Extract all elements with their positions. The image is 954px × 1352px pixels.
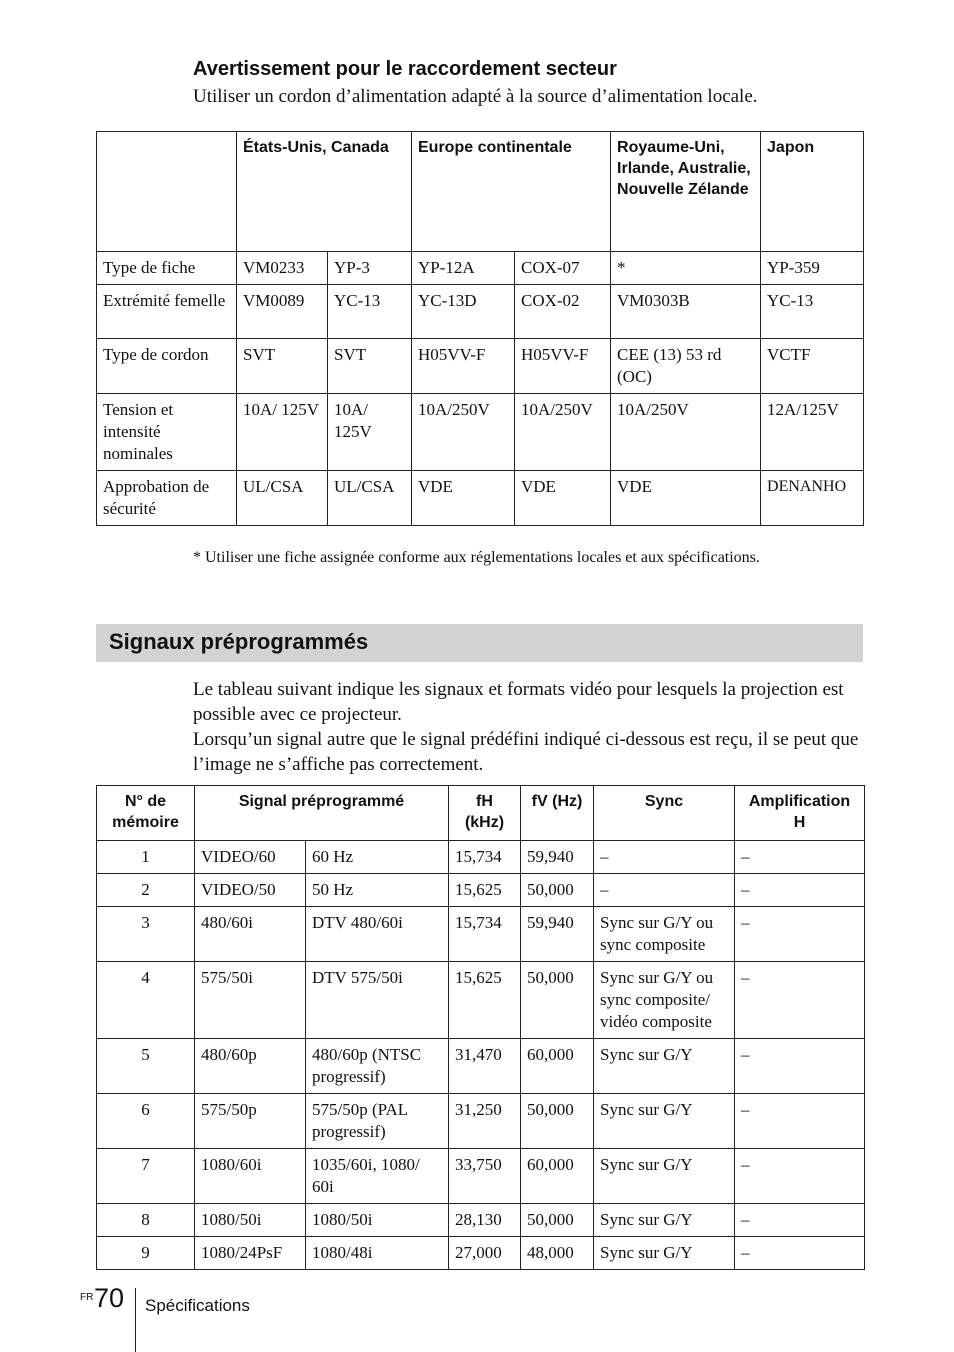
table-cell: Sync sur G/Y xyxy=(594,1237,735,1270)
table-cell: VM0233 xyxy=(237,252,328,285)
table-cell: Sync sur G/Y ou sync composite/ vidéo composite xyxy=(594,962,735,1039)
power-cord-table xyxy=(96,131,864,526)
table-cell: 27,000 xyxy=(449,1237,521,1270)
table-cell: VCTF xyxy=(761,339,864,394)
table-header-cell: Europe continentale xyxy=(412,132,611,252)
table-cell: Type de fiche xyxy=(97,252,237,285)
table-cell: – xyxy=(735,1237,865,1270)
table-header-row xyxy=(97,786,865,841)
footer-section-name: Spécifications xyxy=(145,1296,250,1315)
table-cell: 50 Hz xyxy=(306,874,449,907)
table-cell: H05VV-F xyxy=(412,339,515,394)
table-cell: 3 xyxy=(97,907,195,962)
table-cell: 9 xyxy=(97,1237,195,1270)
table-header-cell: fV (Hz) xyxy=(521,786,594,841)
table-cell: H05VV-F xyxy=(515,339,611,394)
table-cell: YC-13 xyxy=(761,285,864,339)
table-cell: Sync sur G/Y ou sync composite xyxy=(594,907,735,962)
table-cell: Sync sur G/Y xyxy=(594,1094,735,1149)
table-cell: 10A/ 125V xyxy=(237,394,328,471)
table-cell: 2 xyxy=(97,874,195,907)
table-header-cell: États-Unis, Canada xyxy=(237,132,412,252)
table-cell: – xyxy=(735,907,865,962)
table-cell: VM0089 xyxy=(237,285,328,339)
table-cell: VDE xyxy=(412,471,515,526)
table-cell: YC-13 xyxy=(328,285,412,339)
table-cell: YC-13D xyxy=(412,285,515,339)
table-cell: 60,000 xyxy=(521,1039,594,1094)
table-header-cell: Japon xyxy=(761,132,864,252)
table-cell: 10A/ 125V xyxy=(328,394,412,471)
table-cell: 50,000 xyxy=(521,874,594,907)
table-cell: 1080/24PsF xyxy=(195,1237,306,1270)
table-cell: 15,625 xyxy=(449,874,521,907)
table-row xyxy=(97,1204,865,1237)
table-cell: Sync sur G/Y xyxy=(594,1204,735,1237)
table-header-cell: fH (kHz) xyxy=(449,786,521,841)
table-cell: 1080/50i xyxy=(306,1204,449,1237)
table-cell: 1080/60i xyxy=(195,1149,306,1204)
table-cell: 60,000 xyxy=(521,1149,594,1204)
table-cell: 1080/50i xyxy=(195,1204,306,1237)
table-cell: 1035/60i, 1080/ 60i xyxy=(306,1149,449,1204)
table-row xyxy=(97,394,864,471)
table-cell: 575/50i xyxy=(195,962,306,1039)
table-cell: YP-3 xyxy=(328,252,412,285)
table-cell: COX-07 xyxy=(515,252,611,285)
table-cell: Sync sur G/Y xyxy=(594,1149,735,1204)
section-description xyxy=(193,677,863,777)
table-row xyxy=(97,1039,865,1094)
footnote: * Utiliser une fiche assignée conforme aux réglementations locales et aux spécifications. xyxy=(193,549,760,566)
table-row xyxy=(97,1237,865,1270)
table-cell: 50,000 xyxy=(521,962,594,1039)
table-cell: 575/50p (PAL progressif) xyxy=(306,1094,449,1149)
table-header-cell: N° de mémoire xyxy=(97,786,195,841)
table-row xyxy=(97,471,864,526)
table-cell: 480/60i xyxy=(195,907,306,962)
table-header-cell: Royaume-Uni, Irlande, Australie, Nouvelle Zélande xyxy=(611,132,761,252)
table-cell: SVT xyxy=(328,339,412,394)
table-row xyxy=(97,874,865,907)
table-cell: 7 xyxy=(97,1149,195,1204)
table-cell: Tension et intensité nominales xyxy=(97,394,237,471)
table-cell: 60 Hz xyxy=(306,841,449,874)
page-number: 70 xyxy=(94,1283,125,1313)
table-cell: 480/60p (NTSC progressif) xyxy=(306,1039,449,1094)
table-cell: – xyxy=(594,874,735,907)
table-cell: – xyxy=(735,962,865,1039)
table-cell: DENANHO xyxy=(761,471,864,526)
table-cell: 31,250 xyxy=(449,1094,521,1149)
table-cell: YP-359 xyxy=(761,252,864,285)
table-cell: Sync sur G/Y xyxy=(594,1039,735,1094)
table-cell: 480/60p xyxy=(195,1039,306,1094)
table-cell: 59,940 xyxy=(521,841,594,874)
table-row xyxy=(97,962,865,1039)
table-cell: 5 xyxy=(97,1039,195,1094)
table-cell: – xyxy=(735,1039,865,1094)
table-cell: 10A/250V xyxy=(412,394,515,471)
table-cell: 575/50p xyxy=(195,1094,306,1149)
table-cell: – xyxy=(735,1149,865,1204)
table-row xyxy=(97,1149,865,1204)
table-cell: UL/CSA xyxy=(237,471,328,526)
table-cell: 50,000 xyxy=(521,1204,594,1237)
table-header-cell: Sync xyxy=(594,786,735,841)
table-cell: VIDEO/50 xyxy=(195,874,306,907)
table-cell: VM0303B xyxy=(611,285,761,339)
table-cell: – xyxy=(735,874,865,907)
table-cell: VDE xyxy=(611,471,761,526)
section-paragraph: Le tableau suivant indique les signaux et formats vidéo pour lesquels la projection est possible avec ce projecteur. xyxy=(193,679,844,725)
table-cell: 10A/250V xyxy=(515,394,611,471)
table-cell: DTV 575/50i xyxy=(306,962,449,1039)
table-row xyxy=(97,252,864,285)
table-cell: SVT xyxy=(237,339,328,394)
table-cell: UL/CSA xyxy=(328,471,412,526)
table-cell: 28,130 xyxy=(449,1204,521,1237)
table-cell: 48,000 xyxy=(521,1237,594,1270)
table-cell: 31,470 xyxy=(449,1039,521,1094)
table-cell: 33,750 xyxy=(449,1149,521,1204)
table-cell: CEE (13) 53 rd (OC) xyxy=(611,339,761,394)
table-cell: – xyxy=(594,841,735,874)
table-cell: Type de cordon xyxy=(97,339,237,394)
table-row xyxy=(97,907,865,962)
table-row xyxy=(97,285,864,339)
table-cell: * xyxy=(611,252,761,285)
table-cell: – xyxy=(735,1204,865,1237)
table-cell: 4 xyxy=(97,962,195,1039)
table-cell: 15,734 xyxy=(449,907,521,962)
table-cell: – xyxy=(735,841,865,874)
table-cell: 12A/125V xyxy=(761,394,864,471)
preset-signals-table xyxy=(96,785,865,1270)
table-cell: VIDEO/60 xyxy=(195,841,306,874)
table-cell: 1 xyxy=(97,841,195,874)
warning-title: Avertissement pour le raccordement secteur xyxy=(193,58,617,80)
table-row xyxy=(97,1094,865,1149)
table-cell: 15,625 xyxy=(449,962,521,1039)
table-cell: 6 xyxy=(97,1094,195,1149)
section-header-bar xyxy=(96,624,863,662)
warning-text: Utiliser un cordon d’alimentation adapté à la source d’alimentation locale. xyxy=(193,86,758,107)
table-header-cell xyxy=(97,132,237,252)
table-header-row xyxy=(97,132,864,252)
table-header-cell: Signal préprogrammé xyxy=(195,786,449,841)
table-cell: 8 xyxy=(97,1204,195,1237)
table-cell: 1080/48i xyxy=(306,1237,449,1270)
language-code: FR xyxy=(80,1292,94,1303)
table-cell: VDE xyxy=(515,471,611,526)
footer-divider xyxy=(135,1288,136,1352)
section-paragraph: Lorsqu’un signal autre que le signal prédéfini indiqué ci-dessous est reçu, il se peut que l’image ne s’affiche pas correctement. xyxy=(193,729,859,775)
table-cell: Approbation de sécurité xyxy=(97,471,237,526)
table-cell: 50,000 xyxy=(521,1094,594,1149)
table-row xyxy=(97,841,865,874)
table-cell: 10A/250V xyxy=(611,394,761,471)
table-cell: – xyxy=(735,1094,865,1149)
section-title: Signaux préprogrammés xyxy=(109,629,369,654)
table-cell: COX-02 xyxy=(515,285,611,339)
table-cell: DTV 480/60i xyxy=(306,907,449,962)
table-header-cell: Amplification H xyxy=(735,786,865,841)
table-cell: YP-12A xyxy=(412,252,515,285)
table-cell: Extrémité femelle xyxy=(97,285,237,339)
table-cell: 15,734 xyxy=(449,841,521,874)
table-cell: 59,940 xyxy=(521,907,594,962)
table-row xyxy=(97,339,864,394)
